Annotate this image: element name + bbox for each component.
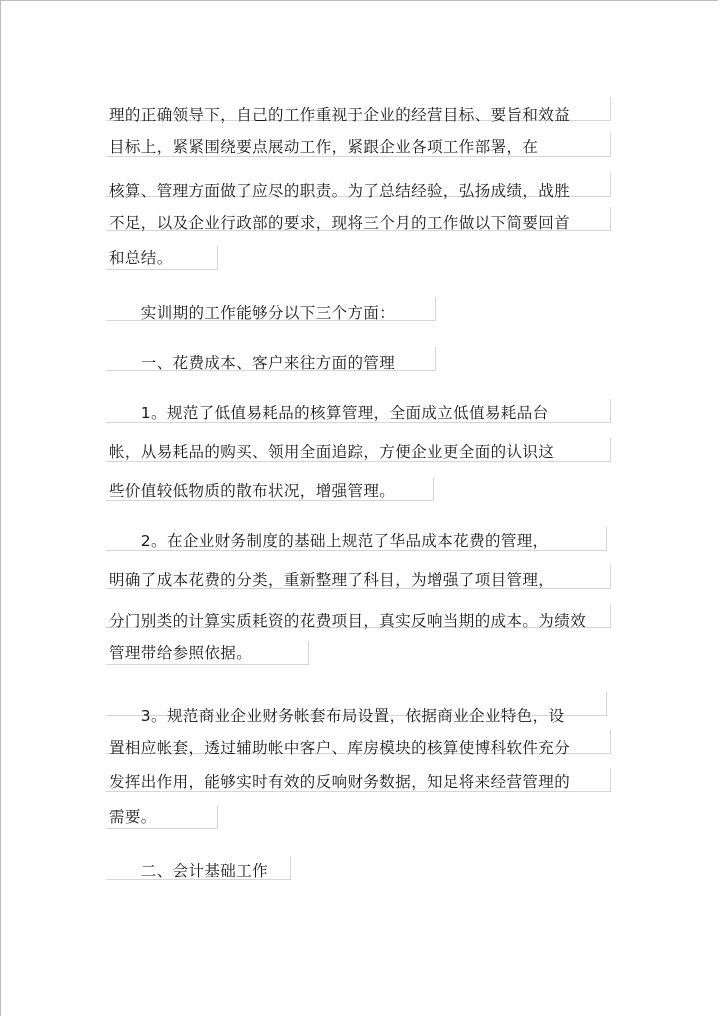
text-line: 1。规范了低值易耗品的核算管理，全面成立低值易耗品台 — [109, 404, 549, 422]
text-line: 核算、管理方面做了应尽的职责。为了总结经验，弘扬成绩，战胜 — [109, 182, 571, 200]
text-line: 明确了成本花费的分类，重新整理了科目，为增强了项目管理， — [109, 571, 555, 589]
text-line: 管理带给参照依据。 — [109, 644, 253, 662]
section-heading: 二、会计基础工作 — [109, 862, 269, 880]
text-line: 置相应帐套，透过辅助帐中客户、库房模块的核算使博科软件充分 — [109, 739, 571, 757]
text-line: 不足，以及企业行政部的要求，现将三个月的工作做以下简要回首 — [109, 214, 571, 232]
text-line: 帐，从易耗品的购买、领用全面追踪，方便企业更全面的认识这 — [109, 443, 555, 461]
text-line: 分门别类的计算实质耗资的花费项目，真实反响当期的成本。为绩效 — [109, 612, 587, 630]
section-heading: 一、花费成本、客户来往方面的管理 — [109, 354, 396, 372]
text-line: 和总结。 — [109, 249, 173, 267]
text-line: 3。规范商业企业财务帐套布局设置，依据商业企业特色，设 — [109, 707, 565, 725]
text-line: 目标上，紧紧围绕要点展动工作，紧跟企业各项工作部署，在 — [109, 138, 539, 156]
text-line: 需要。 — [109, 808, 157, 826]
text-line: 发挥出作用，能够实时有效的反响财务数据，知足将来经营管理的 — [109, 773, 571, 791]
text-line: 理的正确领导下，自己的工作重视于企业的经营目标、要旨和效益 — [109, 106, 571, 124]
section-intro: 实训期的工作能够分以下三个方面： — [109, 304, 396, 322]
text-line: 2。在企业财务制度的基础上规范了华品成本花费的管理， — [109, 532, 549, 550]
text-line: 些价值较低物质的散布状况，增强管理。 — [109, 482, 396, 500]
